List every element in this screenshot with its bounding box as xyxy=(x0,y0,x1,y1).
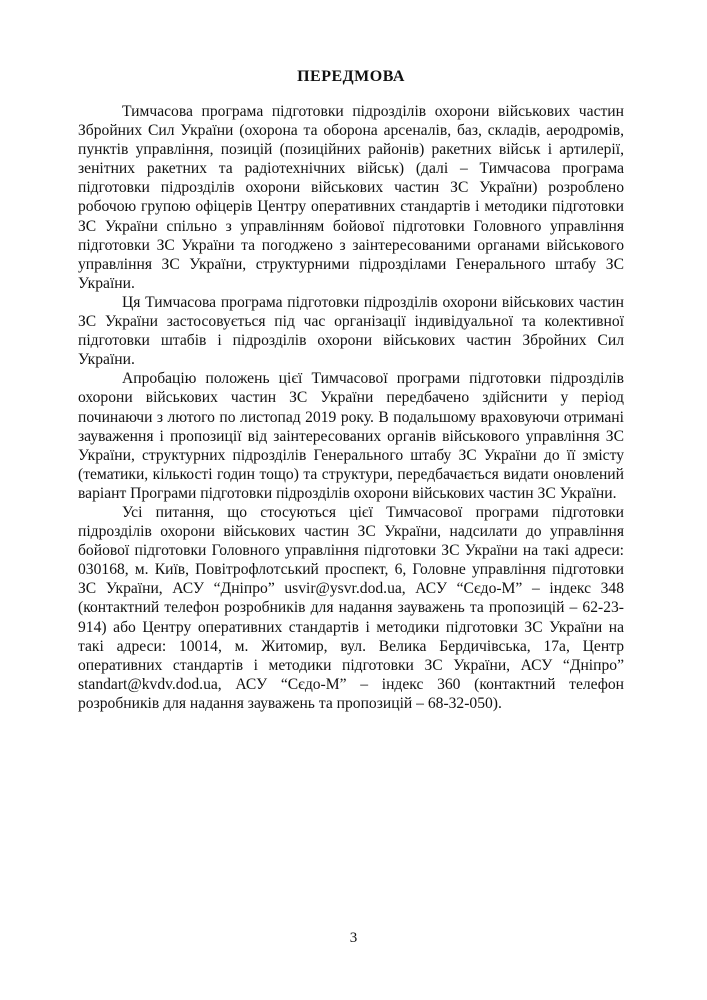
page-number: 3 xyxy=(349,930,358,946)
paragraph-3: Апробацію положень цієї Тимчасової програми підготовки підрозділів охорони військових частин ЗС України передбачено здійснити у період починаючи з лютого по листопад 2019 року. В подальшому враховуючи отримані зауваження і пропозиції від заінтересованих органів військового управління ЗС України, структурних підрозділів Генерального штабу ЗС України до її змісту (тематики, кількості годин тощо) та структури, передбачається видати оновлений варіант Програми підготовки підрозділів охорони військових частин ЗС України. xyxy=(78,370,624,502)
paragraph-4: Усі питання, що стосуються цієї Тимчасової програми підготовки підрозділів охорони військових частин ЗС України, надсилати до управління бойової підготовки Головного управління підготовки ЗС України на такі адреси: 030168, м. Київ, Повітрофлотський проспект, 6, Головне управління підготовки ЗС України, АСУ “Дніпро” usvir@ysvr.dod.ua, АСУ “Сєдо-М” – індекс 348 (контактний телефон розробників для надання зауважень та пропозицій – 62-23-914) або Центру оперативних стандартів і методики підготовки ЗС України на такі адреси: 10014, м. Житомир, вул. Велика Бердичівська, 17а, Центр оперативних стандартів і методики підготовки ЗС України, АСУ “Дніпро” standart@kvdv.dod.ua, АСУ “Сєдо-М” – індекс 360 (контактний телефон розробників для надання зауважень та пропозицій – 68-32-050). xyxy=(78,503,624,712)
paragraph-2: Ця Тимчасова програма підготовки підрозділів охорони військових частин ЗС України застосовується під час організації індивідуальної та колективної підготовки штабів і підрозділів охорони військових частин Збройних Сил України. xyxy=(78,293,624,369)
paragraph-1: Тимчасова програма підготовки підрозділів охорони військових частин Збройних Сил України (охорона та оборона арсеналів, баз, складів, аеродромів, пунктів управління, позицій (позиційних районів) ракетних військ і артилерії, зенітних ракетних та радіотехнічних військ) (далі – Тимчасова програма підготовки підрозділів охорони військових частин ЗС України) розроблено робочою групою офіцерів Центру оперативних стандартів і методики підготовки ЗС України спільно з управлінням бойової підготовки Головного управління підготовки ЗС України та погоджено з заінтересованими органами військового управління ЗС України, структурними підрозділами Генерального штабу ЗС України. xyxy=(78,103,624,292)
page-title: ПЕРЕДМОВА xyxy=(297,68,405,85)
page-content xyxy=(78,68,624,713)
